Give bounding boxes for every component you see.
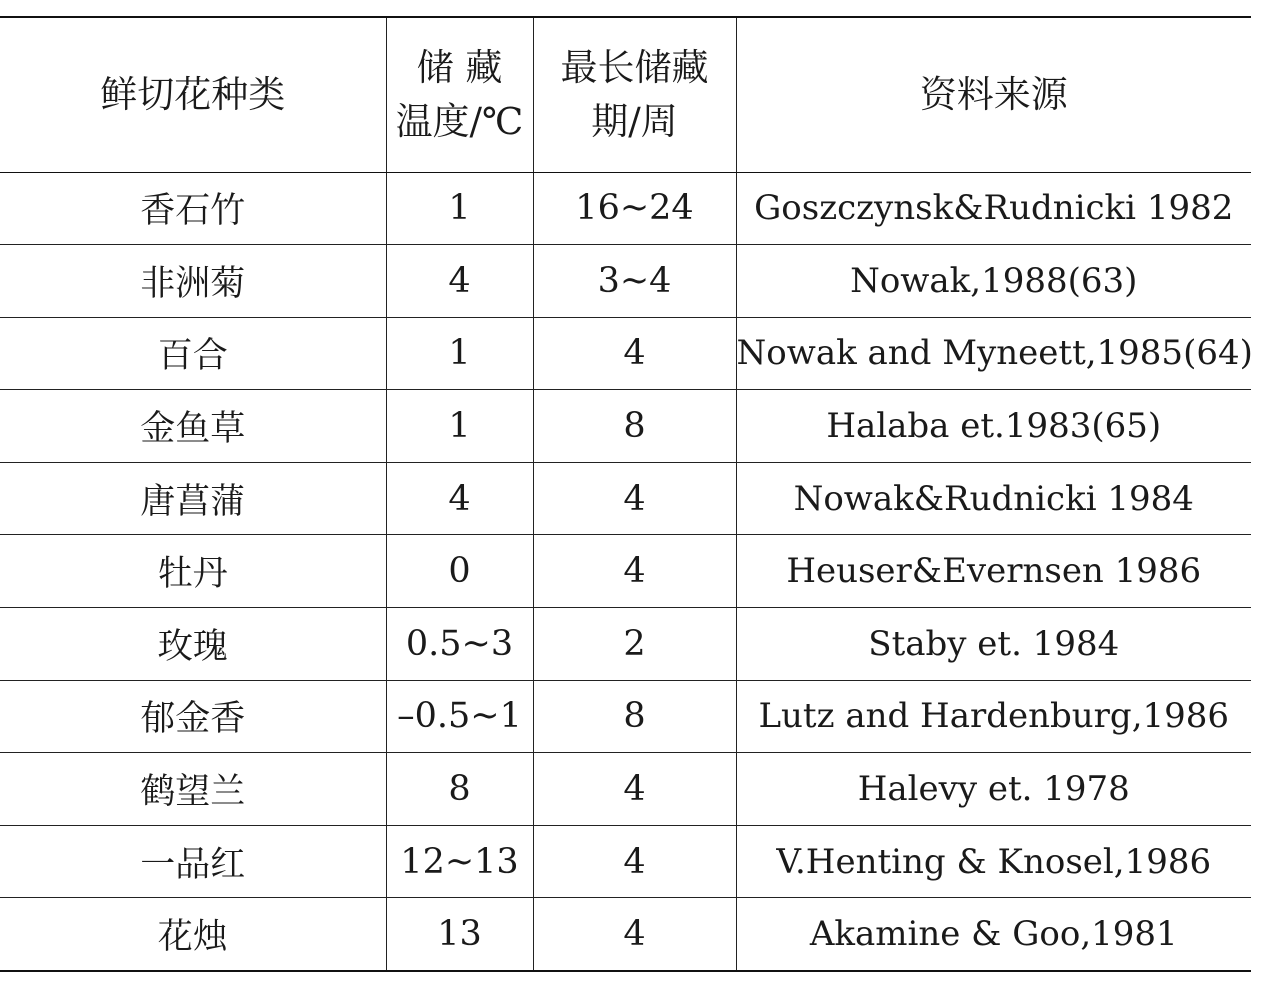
header-row bbox=[0, 17, 1251, 172]
header-species-label: 鲜切花种类 bbox=[100, 72, 286, 116]
cell-storage-temp: 1 bbox=[386, 390, 533, 463]
cell-source: Heuser&Evernsen 1986 bbox=[736, 535, 1251, 608]
cell-source: Nowak,1988(63) bbox=[736, 245, 1251, 318]
cell-species: 非洲菊 bbox=[0, 245, 386, 318]
cell-source: Nowak&Rudnicki 1984 bbox=[736, 462, 1251, 535]
cell-source: Goszczynsk&Rudnicki 1982 bbox=[736, 172, 1251, 245]
table-header bbox=[0, 17, 1251, 172]
table-row bbox=[0, 680, 1251, 753]
cell-storage-temp: –0.5~1 bbox=[386, 680, 533, 753]
cell-storage-temp: 0 bbox=[386, 535, 533, 608]
cell-species: 百合 bbox=[0, 317, 386, 390]
cell-species: 牡丹 bbox=[0, 535, 386, 608]
cell-species: 玫瑰 bbox=[0, 608, 386, 681]
table-row bbox=[0, 317, 1251, 390]
header-temp-line1: 储 藏 bbox=[416, 45, 503, 89]
table-row bbox=[0, 608, 1251, 681]
header-period-line2: 期/周 bbox=[591, 99, 678, 143]
table-row bbox=[0, 390, 1251, 463]
cut-flower-storage-table bbox=[0, 16, 1251, 972]
cell-max-period: 2 bbox=[533, 608, 736, 681]
header-storage-temp bbox=[386, 17, 533, 172]
header-source-label: 资料来源 bbox=[919, 72, 1068, 116]
cell-source: Lutz and Hardenburg,1986 bbox=[736, 680, 1251, 753]
cell-max-period: 3~4 bbox=[533, 245, 736, 318]
cell-max-period: 8 bbox=[533, 390, 736, 463]
cell-source: Halaba et.1983(65) bbox=[736, 390, 1251, 463]
storage-table-container bbox=[0, 16, 1251, 972]
cell-species: 一品红 bbox=[0, 825, 386, 898]
cell-storage-temp: 4 bbox=[386, 462, 533, 535]
cell-species: 唐菖蒲 bbox=[0, 462, 386, 535]
cell-species: 鹤望兰 bbox=[0, 753, 386, 826]
table-row bbox=[0, 462, 1251, 535]
cell-species: 金鱼草 bbox=[0, 390, 386, 463]
header-max-storage-period bbox=[533, 17, 736, 172]
cell-max-period: 4 bbox=[533, 462, 736, 535]
header-period-line1: 最长储藏 bbox=[560, 45, 709, 89]
cell-source: V.Henting & Knosel,1986 bbox=[736, 825, 1251, 898]
cell-storage-temp: 13 bbox=[386, 898, 533, 971]
cell-storage-temp: 1 bbox=[386, 172, 533, 245]
header-temp-line2: 温度/℃ bbox=[395, 99, 524, 143]
cell-max-period: 4 bbox=[533, 753, 736, 826]
cell-max-period: 16~24 bbox=[533, 172, 736, 245]
cell-max-period: 4 bbox=[533, 535, 736, 608]
cell-max-period: 8 bbox=[533, 680, 736, 753]
cell-storage-temp: 1 bbox=[386, 317, 533, 390]
cell-storage-temp: 0.5~3 bbox=[386, 608, 533, 681]
cell-source: Halevy et. 1978 bbox=[736, 753, 1251, 826]
cell-max-period: 4 bbox=[533, 898, 736, 971]
cell-max-period: 4 bbox=[533, 317, 736, 390]
table-row bbox=[0, 753, 1251, 826]
cell-species: 花烛 bbox=[0, 898, 386, 971]
cell-source: Nowak and Myneett,1985(64) bbox=[736, 317, 1251, 390]
header-species bbox=[0, 17, 386, 172]
cell-species: 香石竹 bbox=[0, 172, 386, 245]
table-row bbox=[0, 898, 1251, 971]
cell-source: Akamine & Goo,1981 bbox=[736, 898, 1251, 971]
table-row bbox=[0, 535, 1251, 608]
header-source bbox=[736, 17, 1251, 172]
cell-storage-temp: 4 bbox=[386, 245, 533, 318]
cell-species: 郁金香 bbox=[0, 680, 386, 753]
table-row bbox=[0, 172, 1251, 245]
cell-source: Staby et. 1984 bbox=[736, 608, 1251, 681]
table-body bbox=[0, 172, 1251, 971]
table-row bbox=[0, 825, 1251, 898]
table-row bbox=[0, 245, 1251, 318]
cell-storage-temp: 12~13 bbox=[386, 825, 533, 898]
cell-max-period: 4 bbox=[533, 825, 736, 898]
cell-storage-temp: 8 bbox=[386, 753, 533, 826]
